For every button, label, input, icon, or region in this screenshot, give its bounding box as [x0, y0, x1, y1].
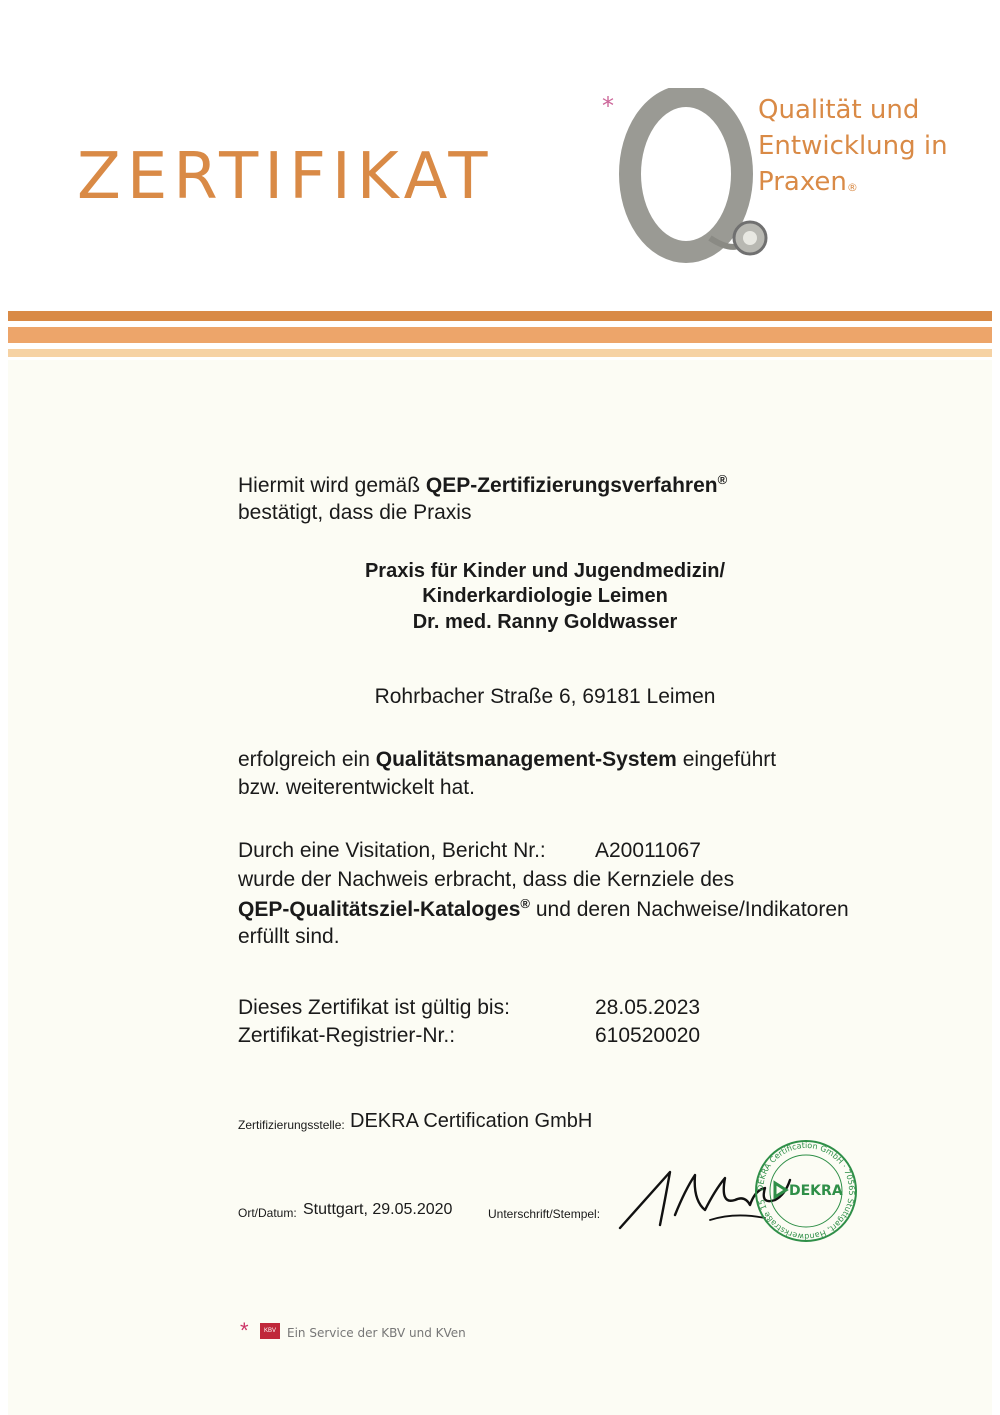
qep-star-icon: * [240, 1318, 249, 1343]
logo-reg-mark: ® [846, 181, 858, 194]
intro-line-2: bestätigt, dass die Praxis [238, 501, 472, 524]
visit-line-4: erfüllt sind. [238, 925, 340, 948]
valid-until-label: Dieses Zertifikat ist gültig bis: [238, 996, 510, 1019]
catalog-line: QEP-Qualitätsziel-Kataloges® und deren Nachweise/Indikatoren [238, 896, 849, 921]
logo-line: Praxen [758, 167, 847, 197]
visit-number: A20011067 [595, 839, 701, 862]
footer-text: Ein Service der KBV und KVen [287, 1326, 466, 1340]
logo-line: Entwicklung in [758, 131, 948, 161]
svg-text:*: * [602, 92, 614, 120]
certificate-title: ZERTIFIKAT [77, 140, 494, 214]
header-stripe-mid [8, 327, 992, 343]
logo-line: Qualität und [758, 95, 920, 125]
valid-until-value: 28.05.2023 [595, 996, 701, 1019]
success-line-2: bzw. weiterentwickelt hat. [238, 776, 475, 799]
intro-line: Hiermit wird gemäß QEP-Zertifizierungsverfahren® [238, 472, 728, 497]
certifier-label: Zertifizierungsstelle: [238, 1118, 345, 1132]
visit-line-2: wurde der Nachweis erbracht, dass die Kernziele des [238, 868, 735, 891]
stamp-ring-text: DEKRA Certification GmbH · 70565 Stuttgart, Handwerkstraße 15 [755, 1140, 857, 1242]
practice-name: Praxis für Kinder und Jugendmedizin/ [364, 560, 726, 582]
certifier-name: DEKRA Certification GmbH [350, 1110, 593, 1132]
registration-label: Zertifikat-Registrier-Nr.: [238, 1024, 456, 1047]
header-stripe-light [8, 349, 992, 357]
practice-address: Rohrbacher Straße 6, 69181 Leimen [374, 685, 716, 708]
signature-label: Unterschrift/Stempel: [488, 1207, 601, 1221]
header-stripe-dark [8, 311, 992, 321]
visit-label: Durch eine Visitation, Bericht Nr.: [238, 839, 546, 862]
success-line: erfolgreich ein Qualitätsmanagement-System eingeführt [238, 748, 777, 771]
place-date-value: Stuttgart, 29.05.2020 [303, 1201, 453, 1218]
registration-value: 610520020 [595, 1024, 701, 1047]
stamp-brand: DEKRA [789, 1183, 843, 1199]
qep-logo-text [758, 92, 948, 200]
practice-specialty: Kinderkardiologie Leimen [422, 585, 668, 607]
kbv-logo: KBV [260, 1323, 280, 1339]
dekra-stamp [753, 1138, 859, 1244]
place-date-label: Ort/Datum: [238, 1206, 297, 1220]
qep-stethoscope-logo [600, 88, 780, 273]
practice-doctor: Dr. med. Ranny Goldwasser [412, 611, 678, 633]
